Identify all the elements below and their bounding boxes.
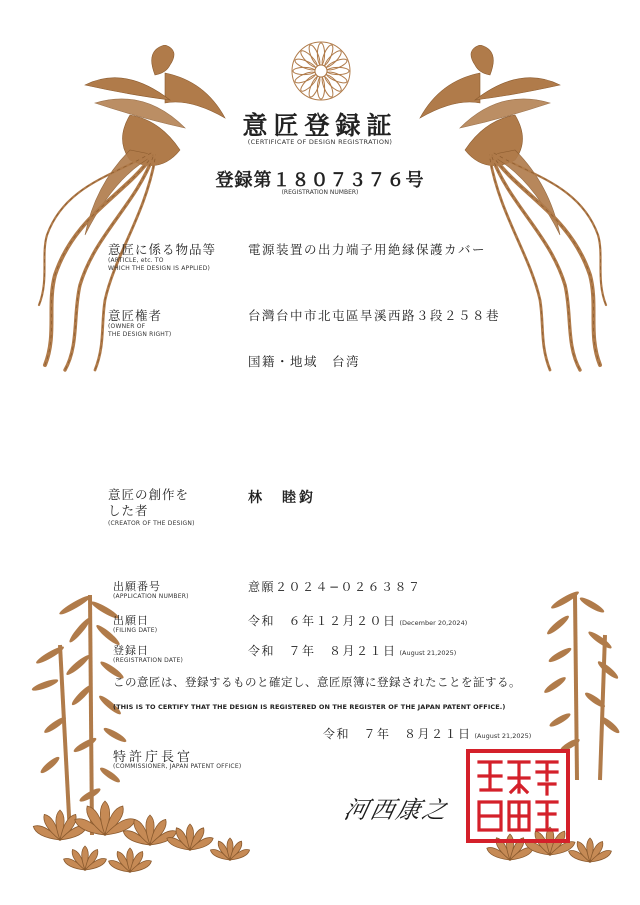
owner-sublabel-1: (OWNER OF bbox=[108, 323, 146, 330]
article-label: 意匠に係る物品等 bbox=[108, 242, 217, 257]
right-phoenix-ornament bbox=[400, 45, 610, 375]
registration-date-ja: 令和 ７年 ８月２１日 bbox=[248, 644, 397, 658]
filing-label: 出願日 bbox=[113, 614, 149, 627]
owner-sublabel-2: THE DESIGN RIGHT) bbox=[108, 331, 172, 338]
creator-sublabel: (CREATOR OF THE DESIGN) bbox=[108, 520, 195, 527]
commissioner-signature: 河西康之 bbox=[341, 796, 452, 824]
chrysanthemum-crest-icon bbox=[290, 40, 352, 102]
creator-label-2: した者 bbox=[108, 503, 149, 518]
issue-date-en: (August 21,2025) bbox=[474, 732, 532, 740]
creator-value: 林 睦鈞 bbox=[248, 490, 316, 506]
article-value: 電源装置の出力端子用絶縁保護カバー bbox=[248, 242, 487, 257]
issue-date-ja: 令和 ７年 ８月２１日 bbox=[323, 727, 472, 741]
registration-label: 登録第 bbox=[215, 170, 273, 191]
certify-japanese: この意匠は、登録するものと確定し、意匠原簿に登録されたことを証する。 bbox=[113, 675, 521, 689]
official-seal-icon bbox=[465, 748, 571, 844]
issue-date bbox=[323, 725, 531, 742]
filing-sublabel: (FILING DATE) bbox=[113, 627, 158, 634]
registration-date-label: 登録日 bbox=[113, 644, 149, 657]
owner-sublabel bbox=[108, 323, 171, 339]
application-sublabel: (APPLICATION NUMBER) bbox=[113, 593, 189, 600]
registration-date-sublabel: (REGISTRATION DATE) bbox=[113, 657, 184, 664]
article-sublabel bbox=[108, 257, 210, 273]
left-foliage-ornament bbox=[30, 780, 260, 880]
article-sublabel-2: WHICH THE DESIGN IS APPLIED) bbox=[108, 265, 211, 272]
commissioner-label: 特許庁長官 bbox=[113, 750, 194, 765]
registration-date-en: (August 21,2025) bbox=[399, 649, 457, 657]
registration-number: １８０７３７６ bbox=[272, 170, 406, 191]
registration-date-value bbox=[248, 642, 456, 659]
creator-label-1: 意匠の創作を bbox=[108, 487, 190, 502]
certify-english: (THIS IS TO CERTIFY THAT THE DESIGN IS REGISTERED ON THE REGISTER OF THE JAPAN PATENT OFFICE.) bbox=[113, 703, 506, 711]
registration-suffix: 号 bbox=[405, 170, 425, 191]
filing-date-ja: 令和 ６年１２月２０日 bbox=[248, 614, 397, 628]
owner-label: 意匠権者 bbox=[108, 308, 163, 323]
filing-date-en: (December 20,2024) bbox=[399, 619, 468, 627]
page-subtitle: (CERTIFICATE OF DESIGN REGISTRATION) bbox=[247, 138, 393, 146]
registration-number-sub: (REGISTRATION NUMBER) bbox=[281, 189, 359, 196]
application-value: 意願２０２４−０２６３８７ bbox=[248, 580, 422, 594]
creator-label bbox=[108, 487, 189, 519]
owner-nationality: 国籍・地域 台湾 bbox=[248, 354, 361, 369]
filing-value bbox=[248, 612, 467, 629]
article-sublabel-1: (ARTICLE, etc. TO bbox=[108, 257, 164, 264]
owner-address: 台灣台中市北屯區旱溪西路３段２５８巷 bbox=[248, 308, 501, 323]
page-title: 意匠登録証 bbox=[242, 111, 398, 140]
application-label: 出願番号 bbox=[113, 580, 161, 593]
commissioner-sublabel: (COMMISSIONER, JAPAN PATENT OFFICE) bbox=[113, 763, 242, 770]
